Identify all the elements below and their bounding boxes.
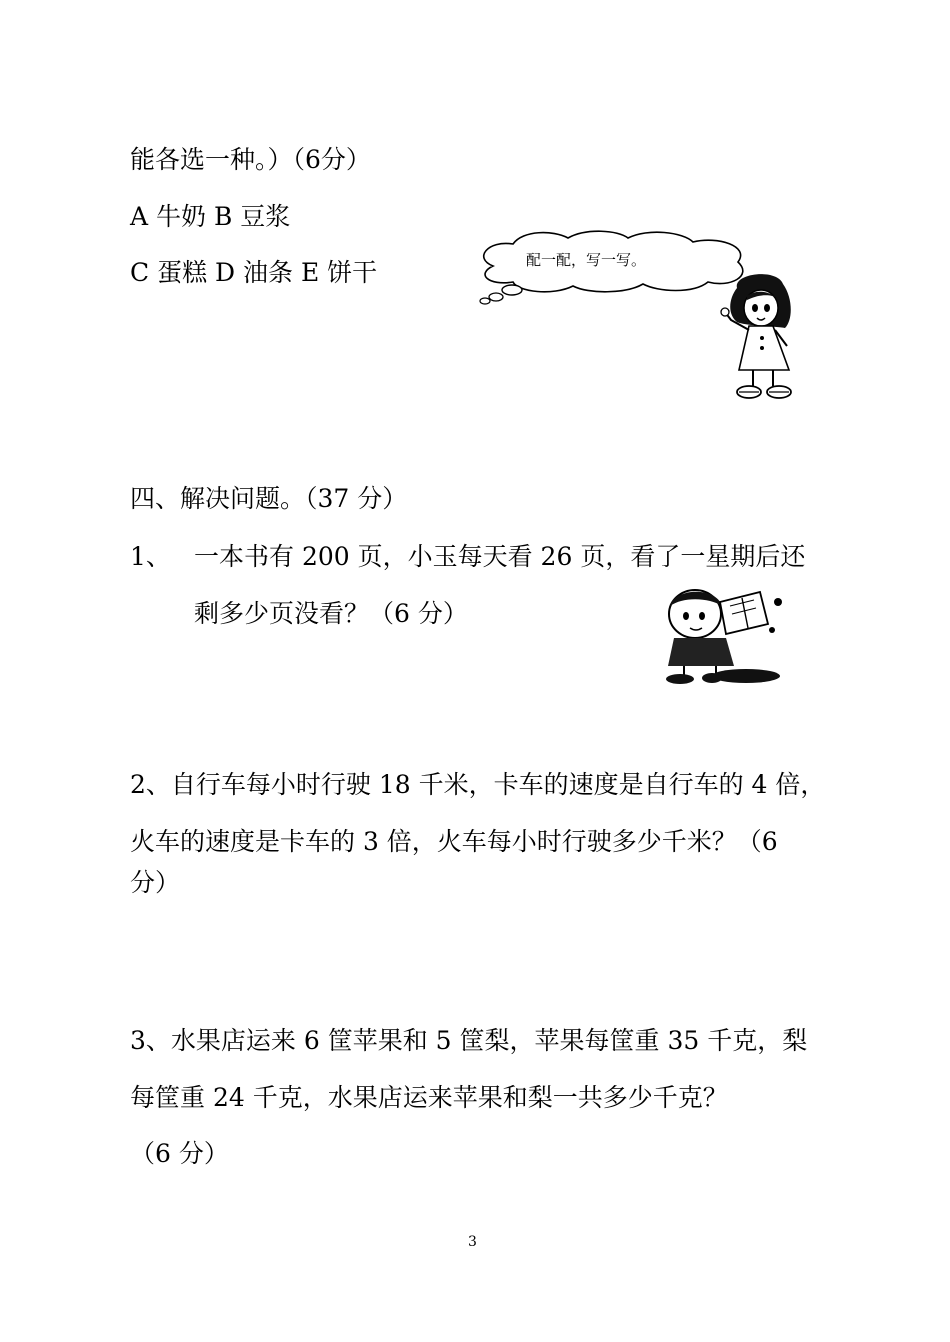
options-row-1: A 牛奶 B 豆浆: [130, 202, 291, 231]
options-row-2: C 蛋糕 D 油条 E 饼干: [130, 258, 378, 287]
question-1-line-2: 剩多少页没看？（6 分）: [194, 599, 468, 628]
boy-illustration: [650, 584, 788, 686]
bubble-text: 配一配，写一写。: [526, 251, 647, 269]
question-3-line-3: （6 分）: [130, 1139, 229, 1168]
girl-illustration: [715, 268, 815, 402]
question-3-line-1: 3、水果店运来 6 筐苹果和 5 筐梨，苹果每筐重 35 千克，梨: [130, 1026, 808, 1055]
question-tail: 能各选一种。）（6分）: [130, 145, 371, 174]
question-1-number: 1、: [130, 542, 171, 571]
question-3-line-2: 每筐重 24 千克，水果店运来苹果和梨一共多少千克？: [130, 1083, 728, 1112]
section-heading: 四、解决问题。（37 分）: [130, 484, 408, 513]
question-1-line-1: 一本书有 200 页，小玉每天看 26 页，看了一星期后还: [194, 542, 806, 571]
question-2-line-1: 2、自行车每小时行驶 18 千米，卡车的速度是自行车的 4 倍，: [130, 770, 826, 799]
question-2-line-2: 火车的速度是卡车的 3 倍，火车每小时行驶多少千米？（6: [130, 827, 778, 856]
question-2-line-3: 分）: [130, 868, 181, 897]
page-number: 3: [468, 1234, 477, 1250]
